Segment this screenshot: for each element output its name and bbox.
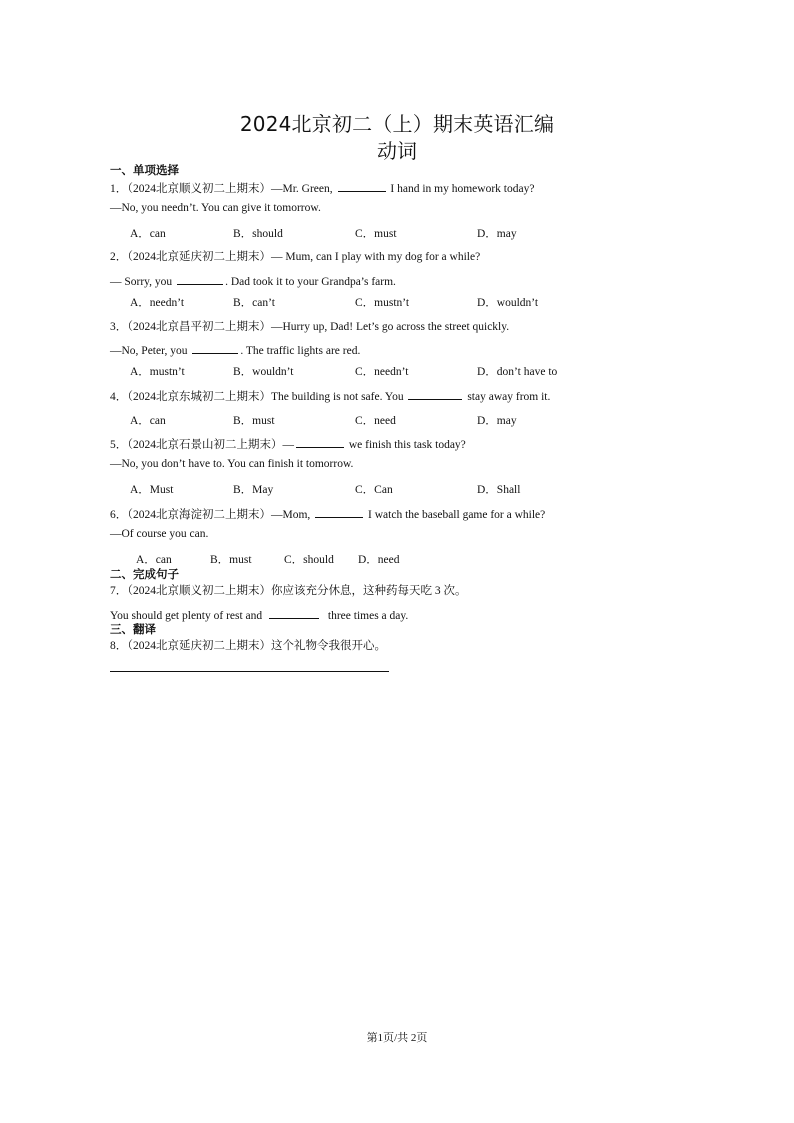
question-3-reply	[110, 341, 360, 357]
question-6-prefix: 6．（2024北京海淀初二上期末）—Mom,	[110, 509, 311, 521]
question-5-prefix: 5．（2024北京石景山初二上期末）—	[110, 439, 294, 451]
question-2-reply-suffix: . Dad took it to your Grandpa’s farm.	[225, 276, 396, 288]
question-6-suffix: I watch the baseball game for a while?	[368, 509, 546, 521]
document-title: 2024北京初二（上）期末英语汇编	[239, 112, 555, 136]
question-6-blank[interactable]	[315, 505, 363, 518]
question-1-option-a[interactable]: A．can	[130, 228, 166, 240]
question-3-option-a[interactable]: A．mustn’t	[130, 366, 185, 378]
question-3-reply-suffix: . The traffic lights are red.	[240, 345, 361, 357]
section-heading-multiple-choice: 一、单项选择	[110, 163, 179, 177]
question-2-option-c[interactable]: C．mustn’t	[355, 297, 410, 309]
question-4-blank[interactable]	[408, 387, 462, 400]
question-4-suffix: stay away from it.	[467, 391, 551, 403]
question-7-sentence	[110, 606, 408, 622]
document-subtitle: 动词	[377, 139, 417, 163]
question-2-blank[interactable]	[177, 272, 223, 285]
question-2-reply	[110, 272, 396, 288]
section-heading-translation: 三、翻译	[110, 622, 156, 636]
question-6-option-d[interactable]: D．need	[358, 554, 400, 566]
question-6-reply: —Of course you can.	[110, 528, 209, 540]
question-2: 2．（2024北京延庆初二上期末）— Mum, can I play with my dog for a while?	[110, 251, 481, 263]
question-5-option-a[interactable]: A．Must	[130, 484, 174, 496]
question-6-option-b[interactable]: B．must	[210, 554, 252, 566]
question-1-option-b[interactable]: B．should	[233, 228, 283, 240]
question-4	[110, 387, 550, 404]
question-7: 7．（2024北京顺义初二上期末）你应该充分休息，这种药每天吃 3 次。	[110, 585, 467, 597]
question-6-option-c[interactable]: C．should	[284, 554, 334, 566]
question-7-sentence-suffix: three times a day.	[327, 610, 409, 622]
question-7-sentence-prefix: You should get plenty of rest and	[110, 610, 263, 622]
section-heading-complete-sentences: 二、完成句子	[110, 567, 179, 581]
question-7-blank[interactable]	[269, 606, 319, 619]
question-3-reply-prefix: —No, Peter, you	[110, 345, 188, 357]
question-5-option-d[interactable]: D．Shall	[477, 484, 521, 496]
question-5-option-c[interactable]: C．Can	[355, 484, 393, 496]
question-3-option-d[interactable]: D．don’t have to	[477, 366, 558, 378]
question-2-option-a[interactable]: A．needn’t	[130, 297, 185, 309]
question-1-blank[interactable]	[338, 179, 386, 192]
question-1-reply: —No, you needn’t. You can give it tomorrow.	[110, 202, 321, 214]
question-4-prefix: 4．（2024北京东城初二上期末）The building is not safe. You	[110, 391, 404, 403]
question-3-option-b[interactable]: B．wouldn’t	[233, 366, 294, 378]
question-3-option-c[interactable]: C．needn’t	[355, 366, 409, 378]
question-8-answer-line[interactable]	[110, 671, 389, 672]
question-5	[110, 435, 466, 452]
question-6-option-a[interactable]: A．can	[136, 554, 172, 566]
question-1-prefix: 1．（2024北京顺义初二上期末）—Mr. Green,	[110, 183, 333, 195]
question-4-option-d[interactable]: D．may	[477, 415, 517, 427]
page-number: 第1页/共 2页	[366, 1032, 428, 1044]
question-4-option-b[interactable]: B．must	[233, 415, 275, 427]
question-1	[110, 179, 534, 196]
question-4-option-a[interactable]: A．can	[130, 415, 166, 427]
question-6	[110, 505, 545, 522]
question-1-suffix: I hand in my homework today?	[390, 183, 535, 195]
question-8: 8．（2024北京延庆初二上期末）这个礼物令我很开心。	[110, 640, 386, 652]
question-1-option-c[interactable]: C．must	[355, 228, 397, 240]
question-5-suffix: we finish this task today?	[348, 439, 466, 451]
question-1-option-d[interactable]: D．may	[477, 228, 517, 240]
question-5-option-b[interactable]: B．May	[233, 484, 274, 496]
question-2-option-b[interactable]: B．can’t	[233, 297, 275, 309]
question-5-blank[interactable]	[296, 435, 344, 448]
question-5-reply: —No, you don’t have to. You can finish it tomorrow.	[110, 458, 354, 470]
question-2-option-d[interactable]: D．wouldn’t	[477, 297, 539, 309]
question-3-blank[interactable]	[192, 341, 238, 354]
question-3: 3．（2024北京昌平初二上期末）—Hurry up, Dad! Let’s go across the street quickly.	[110, 321, 510, 333]
question-4-option-c[interactable]: C．need	[355, 415, 396, 427]
question-2-reply-prefix: — Sorry, you	[110, 276, 173, 288]
